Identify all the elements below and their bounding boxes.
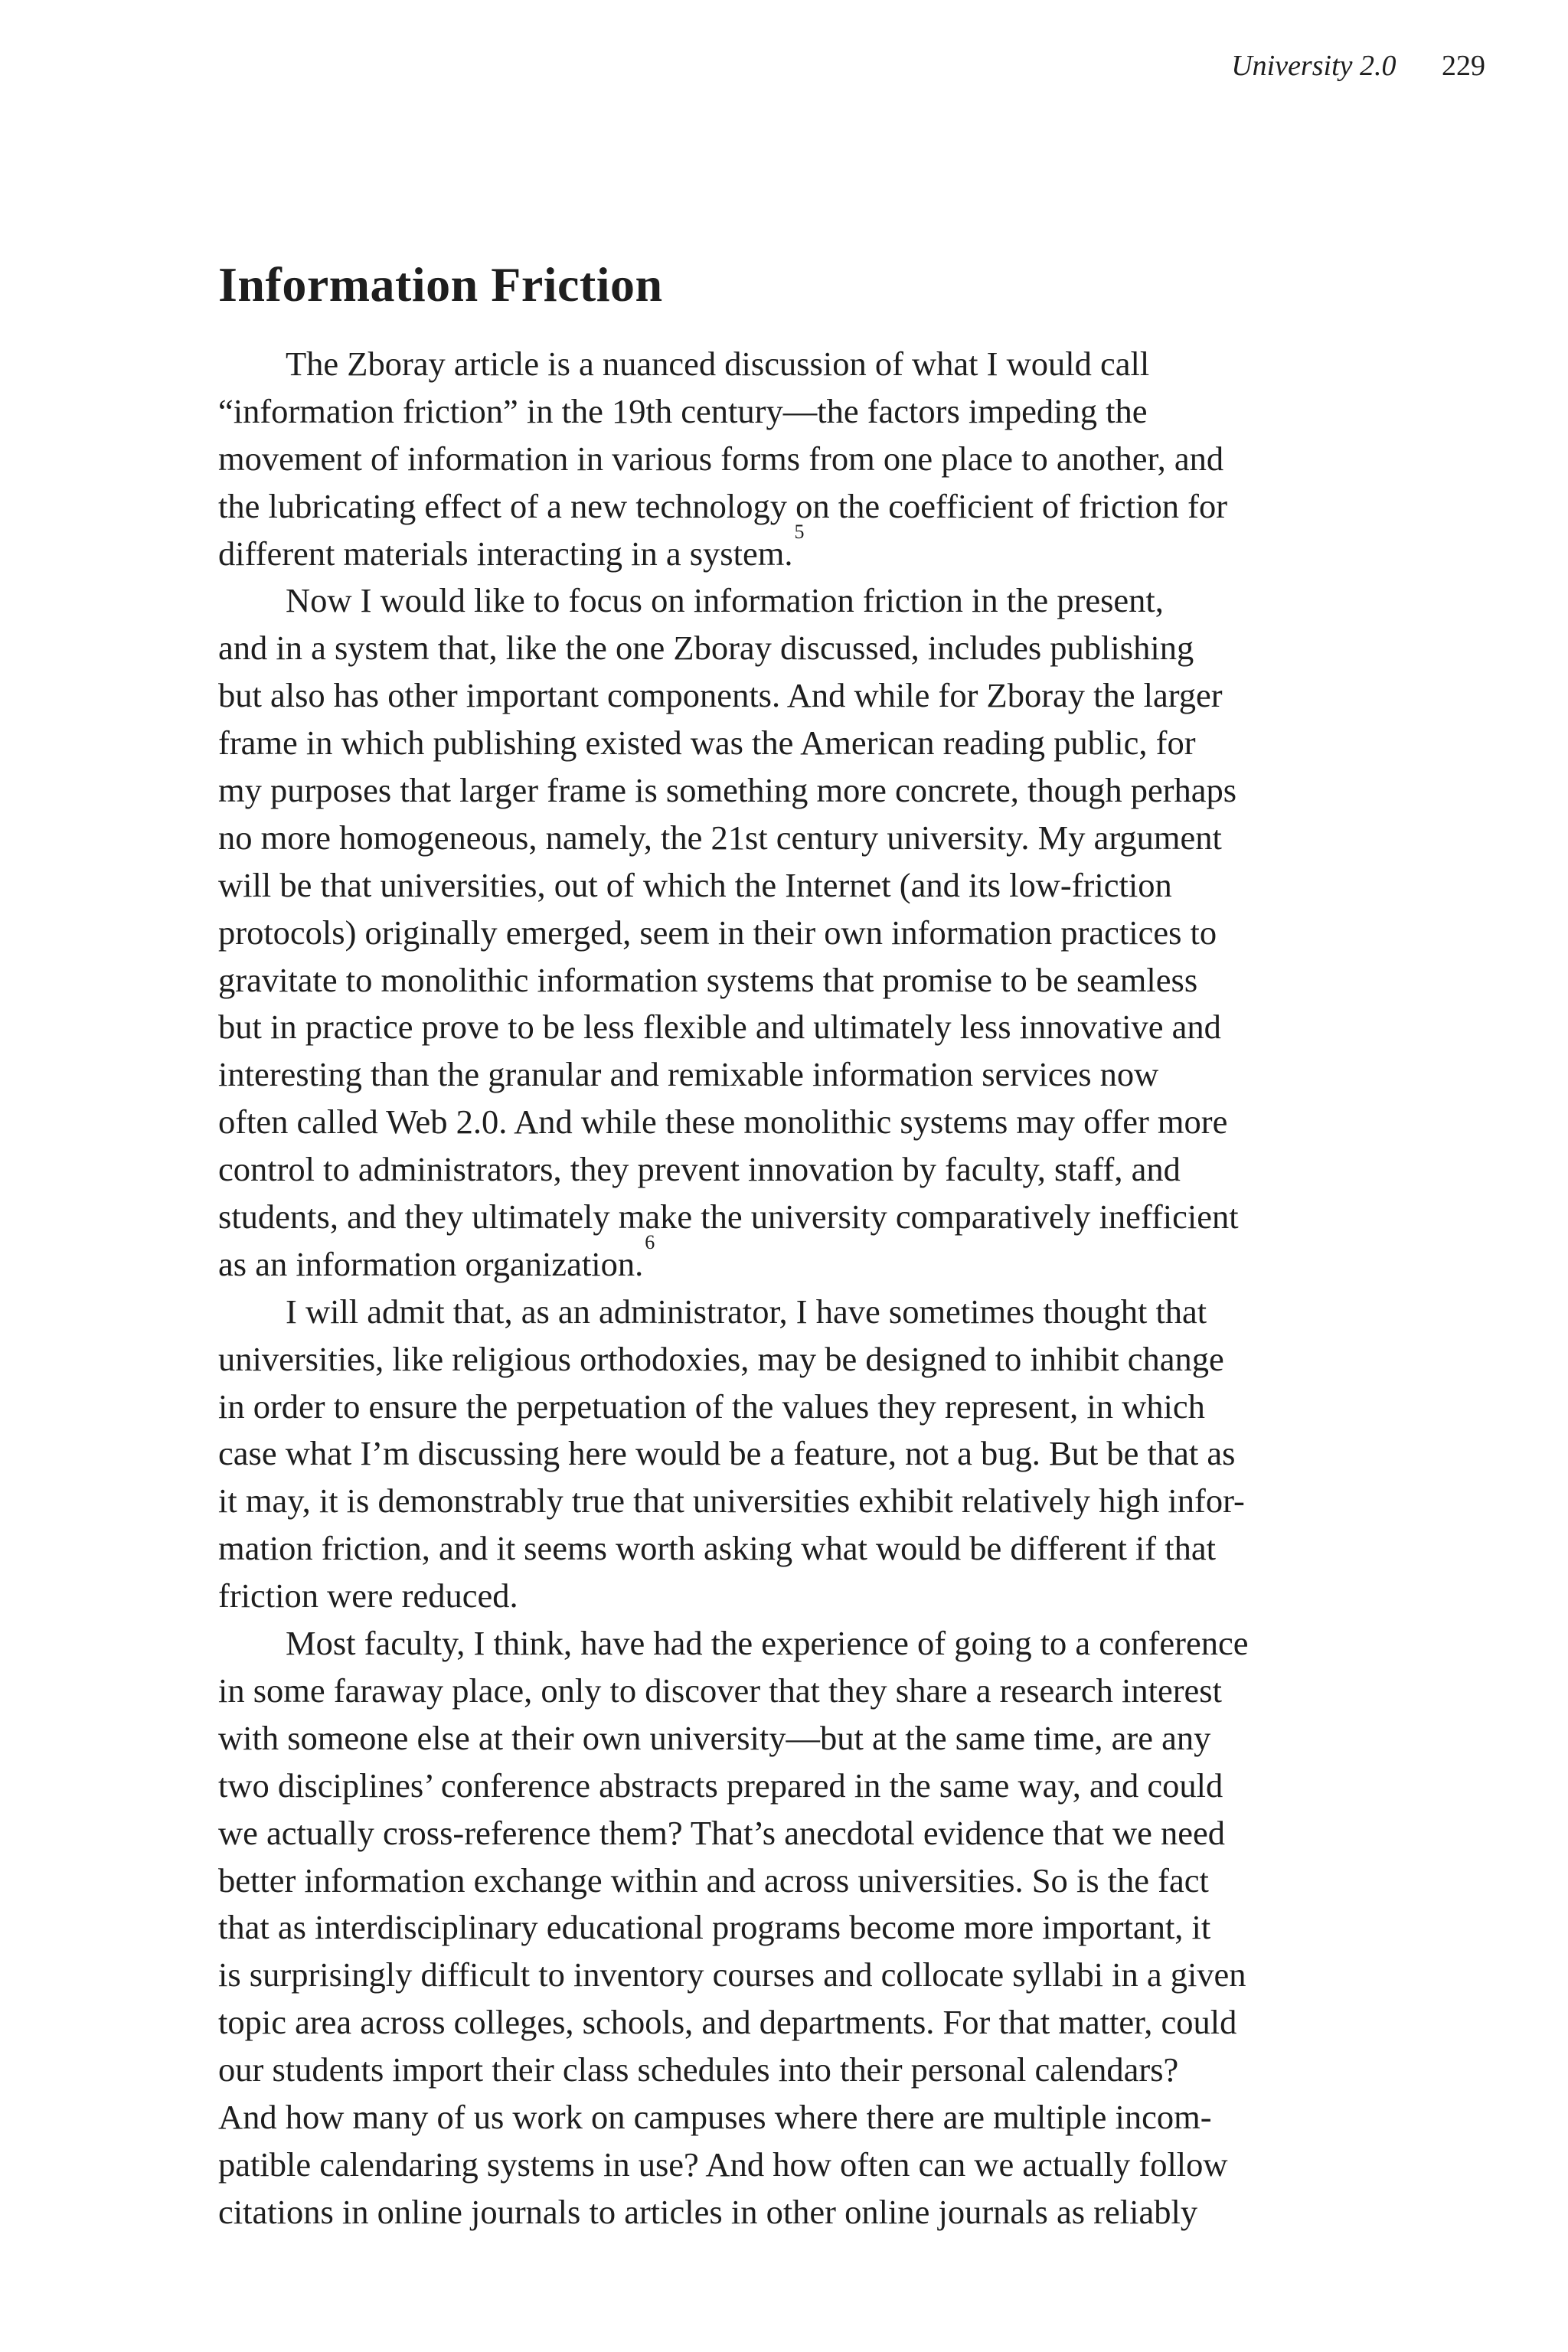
footnote-reference: 6: [645, 1231, 655, 1254]
text-line: [218, 910, 1367, 957]
line-text: The Zboray article is a nuanced discussion of what I would call: [286, 345, 1150, 383]
paragraph: [218, 1289, 1367, 1620]
line-text: And how many of us work on campuses where there are multiple incom-: [218, 2097, 1212, 2136]
text-line: [218, 1336, 1367, 1383]
paragraph: [218, 577, 1367, 1288]
text-line: [218, 1715, 1367, 1762]
text-line: [218, 767, 1367, 815]
line-text: my purposes that larger frame is something more concrete, though perhaps: [218, 771, 1237, 810]
text-line: [218, 1004, 1367, 1051]
text-line: [218, 1231, 1367, 1289]
line-text: frame in which publishing existed was the American reading public, for: [218, 724, 1196, 763]
text-line: [218, 577, 1367, 625]
line-text: often called Web 2.0. And while these monolithic systems may offer more: [218, 1102, 1228, 1142]
text-line: [218, 1952, 1367, 1999]
line-text: Now I would like to focus on information friction in the present,: [286, 581, 1164, 620]
line-text: patible calendaring systems in use? And how often can we actually follow: [218, 2145, 1228, 2184]
line-text: students, and they ultimately make the university comparatively inefficient: [218, 1197, 1239, 1236]
text-line: [218, 2047, 1367, 2094]
line-text: “information friction” in the 19th century—the factors impeding the: [218, 391, 1148, 430]
text-line: [218, 1430, 1367, 1478]
line-text: protocols) originally emerged, seem in their own information practices to: [218, 913, 1217, 952]
text-line: [218, 2189, 1367, 2236]
line-text: we actually cross-reference them? That’s anecdotal evidence that we need: [218, 1813, 1225, 1852]
line-text: movement of information in various forms from one place to another, and: [218, 439, 1224, 478]
line-text: as an information organization.: [218, 1244, 644, 1283]
text-line: [218, 1904, 1367, 1952]
text-line: [218, 672, 1367, 720]
body-text: [218, 341, 1367, 2236]
line-text: two disciplines’ conference abstracts prepared in the same way, and could: [218, 1766, 1223, 1805]
line-text: that as interdisciplinary educational programs become more important, it: [218, 1908, 1211, 1947]
line-text: no more homogeneous, namely, the 21st century university. My argument: [218, 818, 1222, 857]
text-line: [218, 1668, 1367, 1715]
line-text: different materials interacting in a system.: [218, 534, 793, 573]
line-text: case what I’m discussing here would be a feature, not a bug. But be that as: [218, 1434, 1236, 1473]
line-text: interesting than the granular and remixable information services now: [218, 1055, 1159, 1094]
line-text: it may, it is demonstrably true that universities exhibit relatively high infor-: [218, 1481, 1245, 1521]
text-line: [218, 1478, 1367, 1525]
line-text: the lubricating effect of a new technology on the coefficient of friction for: [218, 486, 1228, 525]
line-text: mation friction, and it seems worth asking what would be different if that: [218, 1529, 1216, 1568]
text-line: [218, 1289, 1367, 1336]
line-text: citations in online journals to articles in other online journals as reliably: [218, 2192, 1198, 2231]
text-line: [218, 957, 1367, 1004]
text-line: [218, 1999, 1367, 2047]
paragraph: [218, 341, 1367, 577]
text-line: [218, 1573, 1367, 1620]
text-line: [218, 720, 1367, 767]
section-heading: Information Friction: [218, 257, 663, 312]
text-line: [218, 815, 1367, 862]
text-line: [218, 1383, 1367, 1431]
text-line: [218, 1857, 1367, 1905]
text-line: [218, 1051, 1367, 1099]
line-text: I will admit that, as an administrator, I have sometimes thought that: [286, 1292, 1207, 1331]
text-line: [218, 2094, 1367, 2141]
line-text: our students import their class schedules into their personal calendars?: [218, 2050, 1179, 2089]
paragraph: [218, 1620, 1367, 2236]
text-line: [218, 483, 1367, 531]
line-text: topic area across colleges, schools, and departments. For that matter, could: [218, 2003, 1237, 2042]
line-text: control to administrators, they prevent innovation by faculty, staff, and: [218, 1150, 1181, 1189]
text-line: [218, 625, 1367, 672]
line-text: with someone else at their own university—but at the same time, are any: [218, 1718, 1211, 1757]
text-line: [218, 2141, 1367, 2189]
footnote-reference: 5: [794, 520, 805, 543]
line-text: but in practice prove to be less flexible and ultimately less innovative and: [218, 1008, 1221, 1047]
text-line: [218, 341, 1367, 388]
line-text: Most faculty, I think, have had the experience of going to a conference: [286, 1624, 1249, 1663]
text-line: [218, 1194, 1367, 1241]
line-text: in some faraway place, only to discover that they share a research interest: [218, 1671, 1222, 1710]
text-line: [218, 1762, 1367, 1810]
text-line: [218, 1810, 1367, 1857]
text-line: [218, 862, 1367, 910]
text-line: [218, 388, 1367, 436]
page-number: 229: [1442, 50, 1485, 82]
line-text: and in a system that, like the one Zboray discussed, includes publishing: [218, 629, 1194, 668]
text-line: [218, 1099, 1367, 1146]
line-text: will be that universities, out of which the Internet (and its low-friction: [218, 865, 1172, 904]
text-line: [218, 520, 1367, 578]
line-text: universities, like religious orthodoxies, may be designed to inhibit change: [218, 1339, 1224, 1378]
line-text: but also has other important components. And while for Zboray the larger: [218, 676, 1223, 715]
line-text: is surprisingly difficult to inventory courses and collocate syllabi in a given: [218, 1955, 1246, 1994]
line-text: friction were reduced.: [218, 1576, 518, 1615]
text-line: [218, 1146, 1367, 1194]
text-line: [218, 436, 1367, 483]
text-line: [218, 1620, 1367, 1668]
text-line: [218, 1525, 1367, 1573]
line-text: gravitate to monolithic information systems that promise to be seamless: [218, 960, 1198, 999]
running-title: University 2.0: [1231, 50, 1396, 82]
running-head: [1231, 47, 1485, 84]
line-text: in order to ensure the perpetuation of the values they represent, in which: [218, 1387, 1205, 1426]
line-text: better information exchange within and across universities. So is the fact: [218, 1860, 1209, 1900]
